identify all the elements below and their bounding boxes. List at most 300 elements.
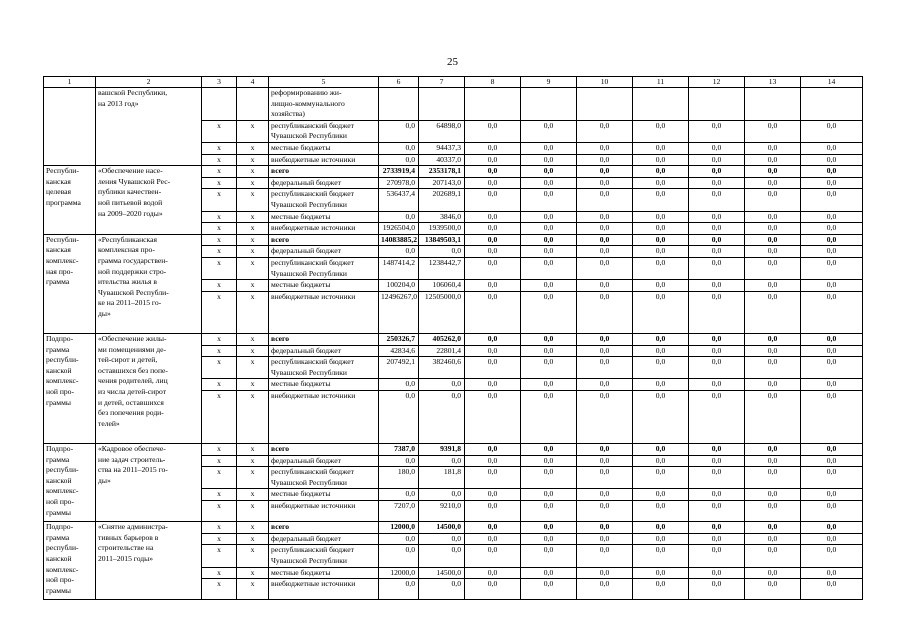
amount-cell: 106060,4: [419, 280, 465, 292]
zero-amount-cell: 0,0: [521, 120, 577, 142]
zero-amount-cell: 0,0: [521, 545, 577, 567]
x-mark-cell: х: [202, 189, 237, 211]
amount-cell: 0,0: [419, 246, 465, 258]
amount-cell: 1939500,0: [419, 223, 465, 235]
zero-amount-cell: 0,0: [633, 357, 689, 379]
amount-cell: 181,8: [419, 467, 465, 489]
amount-cell: 100204,0: [379, 280, 419, 292]
zero-amount-cell: 0,0: [689, 391, 745, 444]
zero-amount-cell: 0,0: [689, 579, 745, 600]
amount-cell: 7387,0: [379, 444, 419, 456]
zero-amount-cell: 0,0: [801, 455, 863, 467]
x-mark-cell: х: [237, 223, 269, 235]
program-name-line: «Кадровое обеспече-: [98, 444, 166, 454]
table-row-total: [44, 166, 863, 178]
zero-amount-cell: 0,0: [521, 501, 577, 522]
zero-amount-cell: 0,0: [689, 567, 745, 579]
zero-amount-cell: 0,0: [689, 455, 745, 467]
amount-cell: 94437,3: [419, 142, 465, 154]
budget-table: [43, 76, 863, 600]
program-type-line: канская: [46, 245, 71, 255]
zero-amount-cell: 0,0: [689, 291, 745, 333]
zero-amount-cell: 0,0: [577, 189, 633, 211]
program-type-line: граммы: [46, 397, 71, 407]
zero-amount-cell: 0,0: [633, 379, 689, 391]
zero-amount-cell: 0,0: [689, 257, 745, 279]
zero-amount-cell: 0,0: [465, 357, 521, 379]
zero-amount-cell: 0,0: [745, 489, 801, 501]
zero-amount-cell: 0,0: [465, 567, 521, 579]
zero-amount-cell: 0,0: [633, 120, 689, 142]
zero-amount-cell: 0,0: [801, 334, 863, 346]
zero-amount-cell: 0,0: [633, 444, 689, 456]
amount-cell: 202689,1: [419, 189, 465, 211]
funding-source-cell: [269, 444, 379, 456]
funding-source-line: местные бюджеты: [271, 567, 331, 577]
funding-source-line: федеральный бюджет: [271, 246, 341, 256]
zero-amount-cell: 0,0: [689, 223, 745, 235]
program-name-line: ке на 2011–2015 го-: [98, 298, 162, 308]
funding-source-line: внебюджетные источники: [271, 223, 356, 233]
program-type-line: комплекс-: [46, 564, 79, 574]
x-mark-cell: х: [237, 166, 269, 178]
x-mark-cell: х: [237, 280, 269, 292]
zero-amount-cell: 0,0: [577, 154, 633, 166]
x-mark-cell: х: [237, 467, 269, 489]
zero-amount-cell: 0,0: [465, 291, 521, 333]
zero-amount-cell: 0,0: [745, 154, 801, 166]
x-mark-cell: х: [237, 391, 269, 444]
zero-amount-cell: 0,0: [465, 211, 521, 223]
x-mark-cell: х: [237, 489, 269, 501]
program-name-line: ной поддержки стро-: [98, 266, 167, 276]
amount-cell: 0,0: [419, 579, 465, 600]
zero-amount-cell: 0,0: [689, 120, 745, 142]
amount-cell: 0,0: [419, 489, 465, 501]
zero-amount-cell: 0,0: [577, 257, 633, 279]
funding-source-line: хозяйства): [271, 109, 305, 119]
zero-amount-cell: 0,0: [745, 379, 801, 391]
program-name-line: ной питьевой водой: [98, 197, 163, 207]
zero-amount-cell: 0,0: [689, 489, 745, 501]
program-name-line: на 2013 год»: [98, 98, 139, 108]
program-type-line: республи-: [46, 355, 79, 365]
zero-amount-cell: 0,0: [745, 177, 801, 189]
funding-source-cell: [269, 345, 379, 357]
column-header: 5: [269, 77, 379, 88]
table-row: [44, 88, 863, 121]
zero-amount-cell: 0,0: [745, 545, 801, 567]
funding-source-line: местные бюджеты: [271, 379, 331, 389]
amount-cell: 12505000,0: [419, 291, 465, 333]
zero-amount-cell: 0,0: [689, 246, 745, 258]
zero-amount-cell: 0,0: [465, 280, 521, 292]
x-mark-cell: х: [202, 154, 237, 166]
funding-source-line: всего: [271, 522, 290, 532]
amount-cell: 64898,0: [419, 120, 465, 142]
zero-amount-cell: 0,0: [465, 379, 521, 391]
funding-source-cell: [269, 142, 379, 154]
zero-amount-cell: 0,0: [521, 579, 577, 600]
zero-amount-cell: 0,0: [521, 391, 577, 444]
zero-amount-cell: 0,0: [521, 177, 577, 189]
program-type-line: граммы: [46, 585, 71, 595]
program-name-line: чения родителей, лиц: [98, 376, 168, 386]
program-type-line: ной про-: [46, 575, 75, 585]
amount-cell: 3846,0: [419, 211, 465, 223]
zero-amount-cell: 0,0: [577, 120, 633, 142]
amount-cell: 40337,0: [419, 154, 465, 166]
program-type-cell: [44, 522, 96, 600]
program-type-line: канской: [46, 365, 72, 375]
zero-amount-cell: 0,0: [465, 166, 521, 178]
zero-amount-cell: 0,0: [745, 334, 801, 346]
funding-source-line: федеральный бюджет: [271, 533, 341, 543]
program-name-line: тей-сирот и детей,: [98, 355, 158, 365]
program-type-line: Республи-: [46, 234, 79, 244]
zero-amount-cell: 0,0: [745, 257, 801, 279]
zero-amount-cell: 0,0: [521, 280, 577, 292]
zero-amount-cell: 0,0: [801, 545, 863, 567]
x-mark-cell: х: [202, 522, 237, 534]
program-type-cell: [44, 88, 96, 166]
zero-amount-cell: 0,0: [801, 357, 863, 379]
zero-amount-cell: 0,0: [577, 533, 633, 545]
amount-cell: 0,0: [379, 246, 419, 258]
program-type-line: Подпро-: [46, 522, 74, 532]
zero-amount-cell: 0,0: [633, 189, 689, 211]
funding-source-line: местные бюджеты: [271, 280, 331, 290]
zero-amount-cell: 0,0: [745, 533, 801, 545]
amount-cell: 22801,4: [419, 345, 465, 357]
funding-source-cell: [269, 120, 379, 142]
zero-amount-cell: 0,0: [521, 291, 577, 333]
funding-source-cell: [269, 567, 379, 579]
zero-amount-cell: 0,0: [689, 211, 745, 223]
zero-amount-cell: 0,0: [801, 154, 863, 166]
zero-amount-cell: 0,0: [801, 522, 863, 534]
zero-amount-cell: 0,0: [521, 223, 577, 235]
zero-amount-cell: 0,0: [689, 501, 745, 522]
amount-cell: 0,0: [379, 545, 419, 567]
column-header: 14: [801, 77, 863, 88]
amount-cell: 405262,0: [419, 334, 465, 346]
program-type-line: целевая: [46, 187, 71, 197]
zero-amount-cell: 0,0: [521, 257, 577, 279]
amount-cell: 0,0: [379, 391, 419, 444]
amount-cell: [379, 88, 419, 121]
program-type-line: республи-: [46, 543, 79, 553]
funding-source-line: всего: [271, 166, 290, 176]
zero-amount-cell: 0,0: [521, 467, 577, 489]
program-type-line: грамма: [46, 532, 70, 542]
zero-amount-cell: 0,0: [465, 533, 521, 545]
zero-amount-cell: 0,0: [577, 501, 633, 522]
funding-source-line: республиканский бюджет: [271, 257, 354, 267]
funding-source-cell: [269, 357, 379, 379]
zero-amount-cell: 0,0: [521, 211, 577, 223]
zero-amount-cell: 0,0: [745, 211, 801, 223]
program-name-cell: [96, 444, 202, 522]
amount-cell: 9210,0: [419, 501, 465, 522]
zero-amount-cell: 0,0: [745, 345, 801, 357]
program-type-line: ной про-: [46, 387, 75, 397]
program-type-line: комплекс-: [46, 486, 79, 496]
program-name-line: «Снятие администра-: [98, 522, 168, 532]
zero-amount-cell: 0,0: [689, 522, 745, 534]
zero-amount-cell: 0,0: [745, 467, 801, 489]
zero-amount-cell: 0,0: [801, 166, 863, 178]
zero-amount-cell: 0,0: [745, 142, 801, 154]
funding-source-line: Чувашской Республики: [271, 367, 347, 377]
x-mark-cell: х: [202, 280, 237, 292]
column-header: 8: [465, 77, 521, 88]
zero-amount-cell: 0,0: [689, 444, 745, 456]
zero-amount-cell: 0,0: [745, 444, 801, 456]
x-mark-cell: х: [202, 142, 237, 154]
program-name-line: и детей, оставшихся: [98, 397, 164, 407]
zero-amount-cell: 0,0: [633, 345, 689, 357]
page-number: 25: [447, 56, 458, 68]
zero-amount-cell: 0,0: [521, 357, 577, 379]
zero-amount-cell: 0,0: [745, 166, 801, 178]
program-name-cell: [96, 522, 202, 600]
zero-amount-cell: 0,0: [577, 545, 633, 567]
program-name-line: публики качествен-: [98, 187, 162, 197]
amount-cell: 0,0: [379, 489, 419, 501]
amount-cell: 180,0: [379, 467, 419, 489]
program-name-line: на 2009–2020 годы»: [98, 208, 163, 218]
zero-amount-cell: 0,0: [577, 444, 633, 456]
zero-amount-cell: 0,0: [745, 522, 801, 534]
zero-amount-cell: 0,0: [633, 154, 689, 166]
x-mark-cell: х: [237, 567, 269, 579]
x-mark-cell: х: [202, 545, 237, 567]
column-header: 7: [419, 77, 465, 88]
program-name-line: комплексная про-: [98, 245, 155, 255]
table-row-total: [44, 334, 863, 346]
zero-amount-cell: 0,0: [577, 357, 633, 379]
x-mark-cell: х: [202, 177, 237, 189]
x-mark-cell: х: [202, 120, 237, 142]
zero-amount-cell: 0,0: [801, 501, 863, 522]
zero-amount-cell: 0,0: [465, 223, 521, 235]
zero-amount-cell: 0,0: [465, 467, 521, 489]
zero-amount-cell: 0,0: [633, 334, 689, 346]
program-type-line: грамма: [46, 277, 70, 287]
zero-amount-cell: 0,0: [745, 357, 801, 379]
funding-source-cell: [269, 579, 379, 600]
zero-amount-cell: 0,0: [521, 533, 577, 545]
funding-source-line: федеральный бюджет: [271, 177, 341, 187]
x-mark-cell: х: [202, 166, 237, 178]
zero-amount-cell: [689, 88, 745, 121]
zero-amount-cell: 0,0: [801, 189, 863, 211]
zero-amount-cell: 0,0: [801, 579, 863, 600]
funding-source-line: республиканский бюджет: [271, 467, 354, 477]
column-header: 1: [44, 77, 96, 88]
x-mark-cell: х: [202, 345, 237, 357]
zero-amount-cell: 0,0: [577, 379, 633, 391]
amount-cell: 9391,8: [419, 444, 465, 456]
amount-cell: 0,0: [419, 455, 465, 467]
table-row-total: [44, 522, 863, 534]
x-mark-cell: х: [202, 257, 237, 279]
program-type-cell: [44, 166, 96, 235]
zero-amount-cell: 0,0: [633, 489, 689, 501]
funding-source-line: республиканский бюджет: [271, 189, 354, 199]
zero-amount-cell: 0,0: [465, 455, 521, 467]
x-mark-cell: х: [237, 211, 269, 223]
funding-source-line: лищно-коммунального: [271, 98, 345, 108]
funding-source-line: Чувашской Республики: [271, 131, 347, 141]
funding-source-line: внебюджетные источники: [271, 291, 356, 301]
program-type-line: комплекс-: [46, 255, 79, 265]
zero-amount-cell: 0,0: [633, 291, 689, 333]
x-mark-cell: х: [202, 391, 237, 444]
zero-amount-cell: 0,0: [577, 291, 633, 333]
x-mark-cell: х: [202, 379, 237, 391]
zero-amount-cell: 0,0: [465, 444, 521, 456]
zero-amount-cell: 0,0: [633, 533, 689, 545]
zero-amount-cell: 0,0: [689, 357, 745, 379]
program-name-line: тивных барьеров в: [98, 532, 159, 542]
funding-source-line: Чувашской Республики: [271, 555, 347, 565]
zero-amount-cell: 0,0: [689, 154, 745, 166]
column-header: 2: [96, 77, 202, 88]
x-mark-cell: х: [202, 533, 237, 545]
program-type-cell: [44, 444, 96, 522]
funding-source-line: местные бюджеты: [271, 489, 331, 499]
zero-amount-cell: 0,0: [633, 545, 689, 567]
zero-amount-cell: 0,0: [465, 579, 521, 600]
x-mark-cell: х: [237, 177, 269, 189]
amount-cell: 0,0: [379, 579, 419, 600]
zero-amount-cell: 0,0: [633, 501, 689, 522]
zero-amount-cell: 0,0: [465, 234, 521, 246]
program-type-line: канской: [46, 553, 72, 563]
amount-cell: 0,0: [419, 545, 465, 567]
funding-source-line: внебюджетные источники: [271, 154, 356, 164]
amount-cell: 1926504,0: [379, 223, 419, 235]
funding-source-line: Чувашской Республики: [271, 268, 347, 278]
x-mark-cell: х: [202, 357, 237, 379]
zero-amount-cell: 0,0: [801, 120, 863, 142]
zero-amount-cell: 0,0: [465, 257, 521, 279]
zero-amount-cell: 0,0: [465, 501, 521, 522]
x-mark-cell: х: [237, 246, 269, 258]
zero-amount-cell: 0,0: [465, 246, 521, 258]
program-name-line: ительства жилья в: [98, 277, 157, 287]
program-type-line: Республи-: [46, 166, 79, 176]
program-type-line: программа: [46, 197, 81, 207]
column-header: 13: [745, 77, 801, 88]
zero-amount-cell: 0,0: [801, 234, 863, 246]
x-mark-cell: х: [237, 291, 269, 333]
table-row-total: [44, 234, 863, 246]
funding-source-cell: [269, 246, 379, 258]
zero-amount-cell: [577, 88, 633, 121]
amount-cell: 0,0: [379, 211, 419, 223]
amount-cell: 0,0: [379, 533, 419, 545]
funding-source-line: реформированию жи-: [271, 88, 342, 97]
zero-amount-cell: 0,0: [689, 234, 745, 246]
zero-amount-cell: 0,0: [577, 579, 633, 600]
column-header: 11: [633, 77, 689, 88]
funding-source-cell: [269, 211, 379, 223]
x-mark-cell: х: [237, 234, 269, 246]
amount-cell: 207492,1: [379, 357, 419, 379]
funding-source-line: республиканский бюджет: [271, 120, 354, 130]
zero-amount-cell: 0,0: [633, 211, 689, 223]
program-name-line: ние задач строитель-: [98, 454, 166, 464]
amount-cell: 1238442,7: [419, 257, 465, 279]
amount-cell: 14500,0: [419, 567, 465, 579]
amount-cell: 2353178,1: [419, 166, 465, 178]
amount-cell: 270978,0: [379, 177, 419, 189]
x-mark-cell: х: [237, 154, 269, 166]
zero-amount-cell: 0,0: [577, 234, 633, 246]
funding-source-cell: [269, 223, 379, 235]
zero-amount-cell: 0,0: [801, 467, 863, 489]
zero-amount-cell: 0,0: [801, 567, 863, 579]
x-mark-cell: х: [237, 545, 269, 567]
zero-amount-cell: 0,0: [689, 545, 745, 567]
zero-amount-cell: 0,0: [521, 234, 577, 246]
funding-source-cell: [269, 177, 379, 189]
zero-amount-cell: 0,0: [633, 166, 689, 178]
program-type-line: граммы: [46, 507, 71, 517]
amount-cell: 0,0: [419, 391, 465, 444]
zero-amount-cell: 0,0: [577, 246, 633, 258]
zero-amount-cell: 0,0: [745, 280, 801, 292]
x-mark-cell: х: [202, 223, 237, 235]
x-mark-cell: х: [237, 345, 269, 357]
amount-cell: 207143,0: [419, 177, 465, 189]
program-name-line: телей»: [98, 418, 120, 428]
program-name-line: ды»: [98, 475, 111, 485]
amount-cell: 12000,0: [379, 567, 419, 579]
zero-amount-cell: 0,0: [465, 334, 521, 346]
x-mark-cell: х: [202, 234, 237, 246]
funding-source-cell: [269, 334, 379, 346]
zero-amount-cell: 0,0: [521, 455, 577, 467]
program-name-line: «Республиканская: [98, 234, 157, 244]
zero-amount-cell: 0,0: [521, 334, 577, 346]
funding-source-line: внебюджетные источники: [271, 391, 356, 401]
zero-amount-cell: 0,0: [689, 142, 745, 154]
zero-amount-cell: 0,0: [577, 211, 633, 223]
program-type-line: канской: [46, 475, 72, 485]
x-mark-cell: х: [202, 567, 237, 579]
amount-cell: 12496267,0: [379, 291, 419, 333]
amount-cell: 0,0: [379, 120, 419, 142]
funding-source-cell: [269, 455, 379, 467]
zero-amount-cell: 0,0: [521, 379, 577, 391]
zero-amount-cell: 0,0: [521, 166, 577, 178]
funding-source-cell: [269, 489, 379, 501]
zero-amount-cell: 0,0: [745, 579, 801, 600]
funding-source-cell: [269, 545, 379, 567]
program-type-line: Подпро-: [46, 334, 74, 344]
zero-amount-cell: [521, 88, 577, 121]
zero-amount-cell: 0,0: [465, 120, 521, 142]
zero-amount-cell: 0,0: [801, 533, 863, 545]
funding-source-cell: [269, 391, 379, 444]
column-header: 6: [379, 77, 419, 88]
amount-cell: 12000,0: [379, 522, 419, 534]
zero-amount-cell: 0,0: [633, 567, 689, 579]
